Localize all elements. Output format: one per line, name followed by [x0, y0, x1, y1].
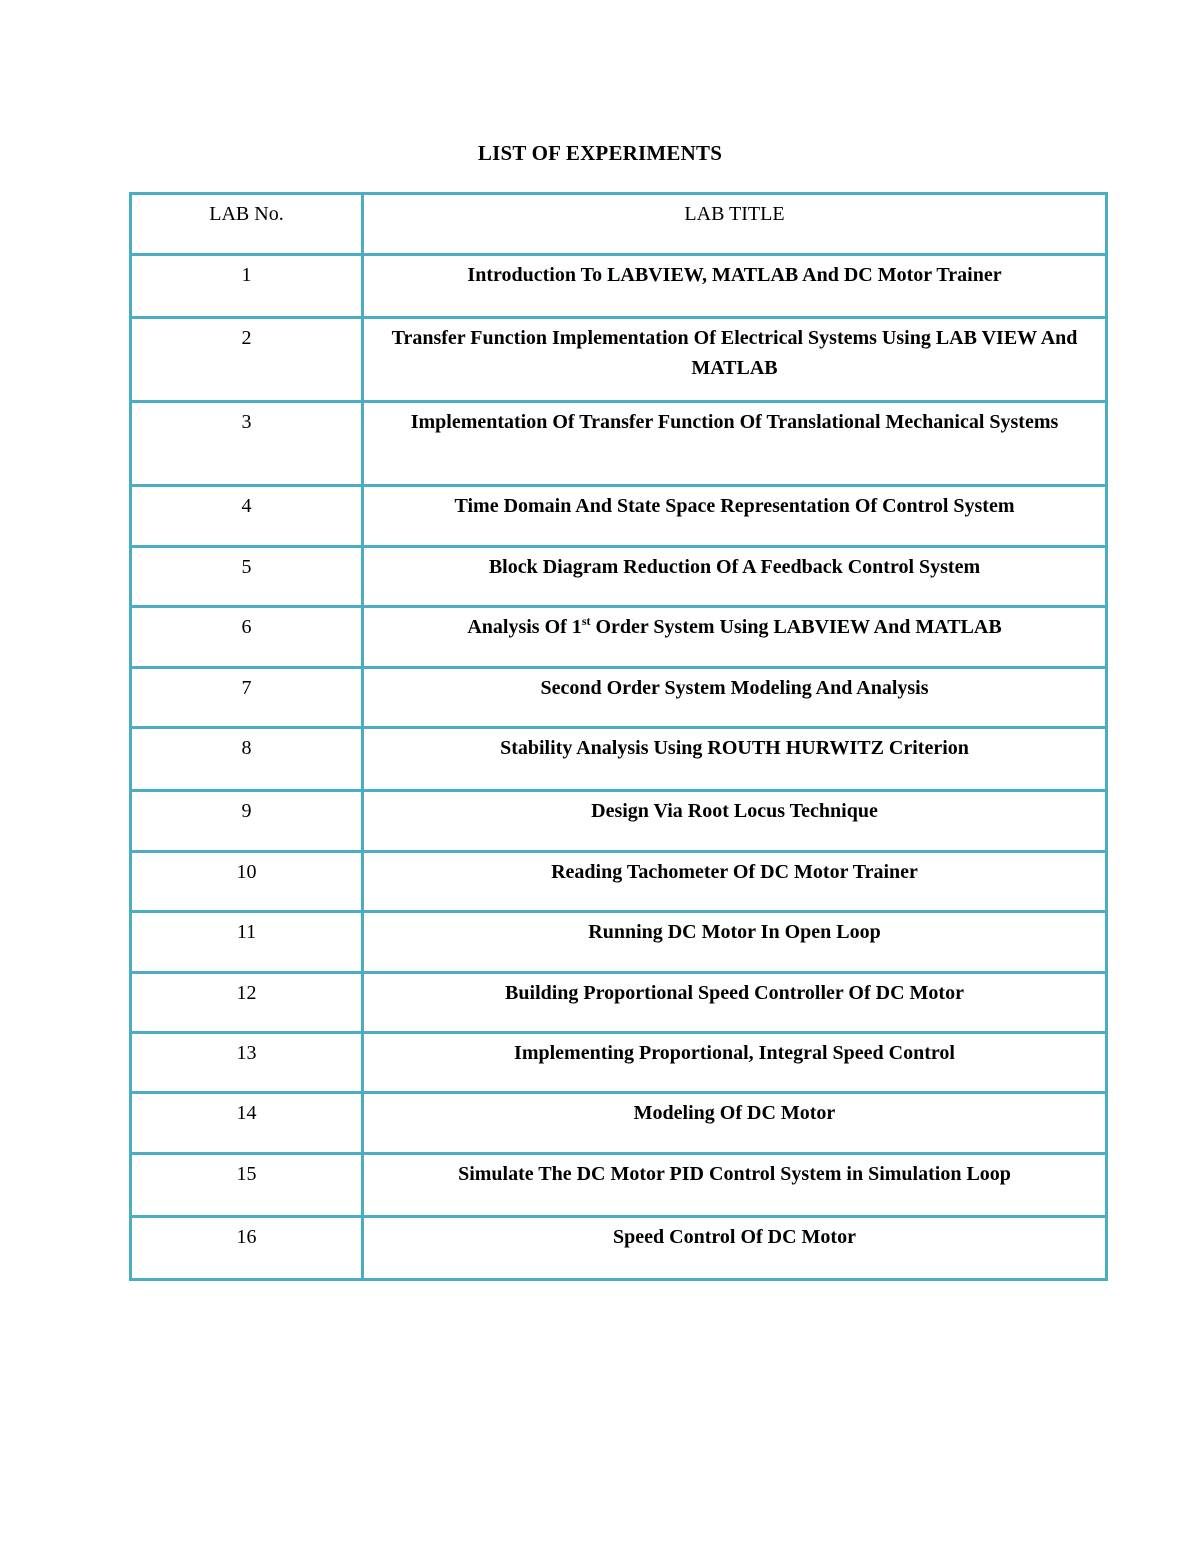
table-row — [131, 791, 1107, 852]
table-row — [131, 607, 1107, 668]
table-row — [131, 402, 1107, 486]
lab-title: Design Via Root Locus Technique — [363, 791, 1107, 852]
table-row — [131, 973, 1107, 1033]
lab-title: Implementation Of Transfer Function Of Translational Mechanical Systems — [363, 402, 1107, 486]
lab-number: 14 — [131, 1093, 363, 1154]
lab-number: 10 — [131, 852, 363, 912]
header-lab-title: LAB TITLE — [363, 194, 1107, 255]
lab-title: Introduction To LABVIEW, MATLAB And DC Motor Trainer — [363, 255, 1107, 318]
table-row — [131, 318, 1107, 402]
lab-title-part: Order System Using LABVIEW And MATLAB — [590, 616, 1002, 638]
lab-title: Simulate The DC Motor PID Control System in Simulation Loop — [363, 1154, 1107, 1217]
lab-number: 5 — [131, 547, 363, 607]
page-title: LIST OF EXPERIMENTS — [477, 141, 723, 165]
experiments-table — [129, 192, 1108, 1281]
lab-title: Transfer Function Implementation Of Electrical Systems Using LAB VIEW And MATLAB — [363, 318, 1107, 402]
lab-number: 13 — [131, 1033, 363, 1093]
lab-number: 15 — [131, 1154, 363, 1217]
lab-title: Running DC Motor In Open Loop — [363, 912, 1107, 973]
lab-title: Stability Analysis Using ROUTH HURWITZ Criterion — [363, 728, 1107, 791]
lab-number: 7 — [131, 668, 363, 728]
ordinal-suffix: st — [581, 614, 591, 628]
table-row — [131, 1217, 1107, 1280]
header-lab-no: LAB No. — [131, 194, 363, 255]
lab-title: Second Order System Modeling And Analysis — [363, 668, 1107, 728]
lab-number: 11 — [131, 912, 363, 973]
table-row — [131, 1154, 1107, 1217]
lab-title: Block Diagram Reduction Of A Feedback Control System — [363, 547, 1107, 607]
lab-title: Speed Control Of DC Motor — [363, 1217, 1107, 1280]
lab-title: Implementing Proportional, Integral Speed Control — [363, 1033, 1107, 1093]
table-row — [131, 852, 1107, 912]
lab-title: Time Domain And State Space Representation Of Control System — [363, 486, 1107, 547]
table-row — [131, 728, 1107, 791]
lab-number: 6 — [131, 607, 363, 668]
lab-number: 12 — [131, 973, 363, 1033]
table-row — [131, 668, 1107, 728]
lab-title — [363, 607, 1107, 668]
table-header-row — [131, 194, 1107, 255]
lab-number: 2 — [131, 318, 363, 402]
table-row — [131, 1033, 1107, 1093]
lab-number: 8 — [131, 728, 363, 791]
lab-number: 3 — [131, 402, 363, 486]
lab-title: Modeling Of DC Motor — [363, 1093, 1107, 1154]
table-row — [131, 255, 1107, 318]
table-row — [131, 486, 1107, 547]
lab-number: 9 — [131, 791, 363, 852]
lab-title: Building Proportional Speed Controller Of DC Motor — [363, 973, 1107, 1033]
lab-number: 4 — [131, 486, 363, 547]
table-row — [131, 547, 1107, 607]
table-row — [131, 1093, 1107, 1154]
lab-title: Reading Tachometer Of DC Motor Trainer — [363, 852, 1107, 912]
lab-number: 1 — [131, 255, 363, 318]
lab-number: 16 — [131, 1217, 363, 1280]
lab-title-part: Analysis Of 1 — [467, 616, 582, 638]
table-row — [131, 912, 1107, 973]
